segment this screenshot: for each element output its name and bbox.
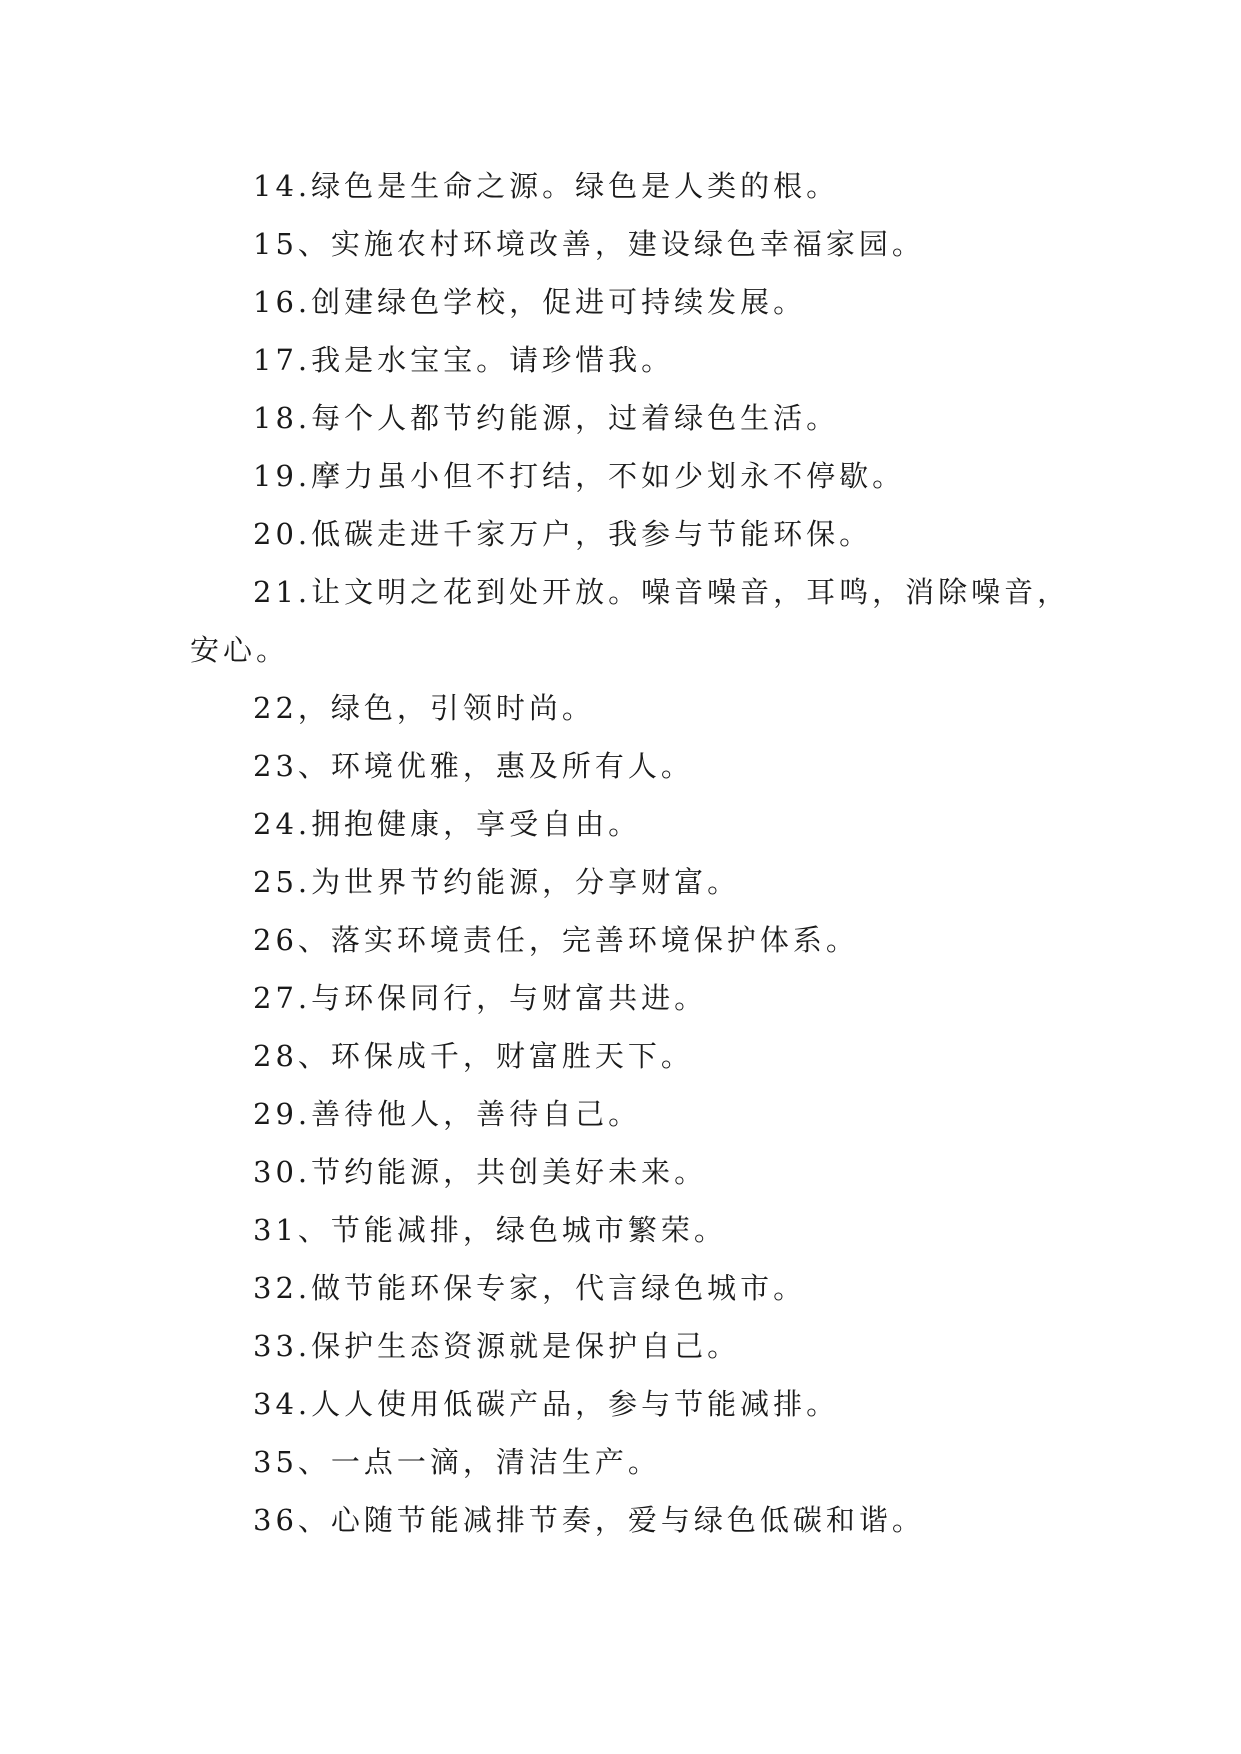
- slogan-line: 15、实施农村环境改善，建设绿色幸福家园。: [253, 227, 925, 261]
- slogan-line: 17.我是水宝宝。请珍惜我。: [253, 343, 675, 377]
- slogan-line: 34.人人使用低碳产品，参与节能减排。: [253, 1387, 840, 1421]
- slogan-line: 24.拥抱健康，享受自由。: [253, 807, 642, 841]
- slogan-line: 29.善待他人，善待自己。: [253, 1097, 642, 1131]
- slogan-line: 21.让文明之花到处开放。噪音噪音，耳鸣，消除噪音，安心。: [190, 575, 1071, 667]
- slogan-line: 18.每个人都节约能源，过着绿色生活。: [253, 401, 840, 435]
- slogan-line: 16.创建绿色学校，促进可持续发展。: [253, 285, 807, 319]
- slogan-line: 35、一点一滴，清洁生产。: [253, 1445, 661, 1479]
- slogan-line: 20.低碳走进千家万户，我参与节能环保。: [253, 517, 873, 551]
- slogan-line: 30.节约能源，共创美好未来。: [253, 1155, 708, 1189]
- slogan-line: 27.与环保同行，与财富共进。: [253, 981, 708, 1015]
- slogan-line: 23、环境优雅，惠及所有人。: [253, 749, 694, 783]
- slogan-line: 19.摩力虽小但不打结，不如少划永不停歇。: [253, 459, 906, 493]
- slogan-line: 26、落实环境责任，完善环境保护体系。: [253, 923, 859, 957]
- slogan-line: 31、节能减排，绿色城市繁荣。: [253, 1213, 727, 1247]
- slogan-line: 25.为世界节约能源，分享财富。: [253, 865, 741, 899]
- slogan-line: 33.保护生态资源就是保护自己。: [253, 1329, 741, 1363]
- slogan-line: 32.做节能环保专家，代言绿色城市。: [253, 1271, 807, 1305]
- slogan-line: 14.绿色是生命之源。绿色是人类的根。: [253, 169, 840, 203]
- slogan-line: 28、环保成千，财富胜天下。: [253, 1039, 694, 1073]
- slogan-list: [190, 157, 1080, 1549]
- slogan-line: 36、心随节能减排节奏，爱与绿色低碳和谐。: [253, 1503, 925, 1537]
- slogan-line: 22，绿色，引领时尚。: [253, 691, 595, 725]
